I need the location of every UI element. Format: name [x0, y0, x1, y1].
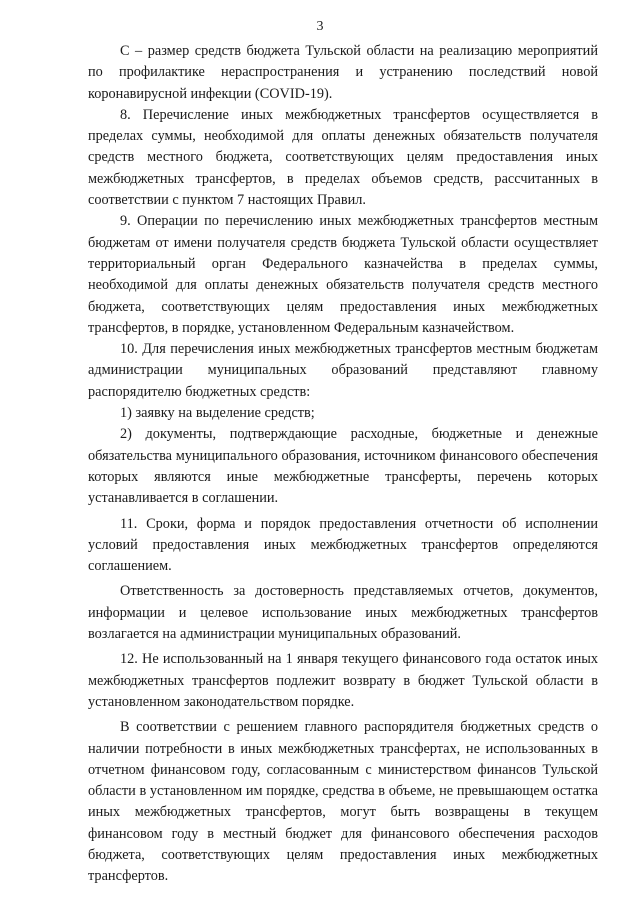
paragraph-12: 12. Не использованный на 1 января текущего финансового года остаток иных межбюджетных трансфертов подлежит возврату в бюджет Тульской области в установленном законодательством порядке. — [88, 651, 598, 710]
paragraph-9: 9. Операции по перечислению иных межбюджетных трансфертов местным бюджетам от имени получателя средств бюджета Тульской области осуществляет территориальный орган Федерального казначейства в пределах суммы, необходимой для оплаты денежных обязательств получателя средств местного бюджета, соответствующих целям предоставления иных межбюджетных трансфертов, в порядке, установленном Федеральным казначейством. — [88, 213, 598, 336]
paragraph-11: 11. Сроки, форма и порядок предоставления отчетности об исполнении условий предоставления иных межбюджетных трансфертов определяются соглашением. — [88, 515, 598, 575]
document-body — [88, 41, 598, 888]
paragraph-10-item-2: 2) документы, подтверждающие расходные, бюджетные и денежные обязательства муниципального образования, источником финансового обеспечения которых являются иные межбюджетные трансферты, перечень которых устанавливается в соглашении. — [88, 426, 598, 507]
paragraph-c-definition: С – размер средств бюджета Тульской области на реализацию мероприятий по профилактике нераспространения и устранению последствий новой коронавирусной инфекции (COVID-19). — [88, 43, 598, 102]
paragraph-return-decision: В соответствии с решением главного распорядителя бюджетных средств о наличии потребности в иных межбюджетных трансфертах, не использованных в отчетном финансовом году, согласованным с министерством финансов Тульской области в установленном им порядке, средства в объеме, не превышающем остатка иных межбюджетных трансфертов, могут быть возвращены в текущем финансовом году в местный бюджет для финансового обеспечения расходов бюджета, соответствующих целям предоставления иных межбюджетных трансфертов. — [88, 719, 598, 885]
paragraph-10: 10. Для перечисления иных межбюджетных трансфертов местным бюджетам администрации муниципальных образований представляют главному распорядителю бюджетных средств: — [88, 341, 598, 400]
paragraph-responsibility: Ответственность за достоверность представляемых отчетов, документов, информации и целевое использование иных межбюджетных трансфертов возлагается на администрации муниципальных образований. — [88, 583, 598, 643]
paragraph-8: 8. Перечисление иных межбюджетных трансфертов осуществляется в пределах суммы, необходимой для оплаты денежных обязательств получателя средств местного бюджета, соответствующих целям предоставления иных межбюджетных трансфертов, в пределах объемов средств, рассчитанных в соответствии с пунктом 7 настоящих Правил. — [88, 106, 598, 209]
page-number: 3 — [316, 19, 324, 34]
paragraph-10-item-1: 1) заявку на выделение средств; — [120, 405, 315, 422]
